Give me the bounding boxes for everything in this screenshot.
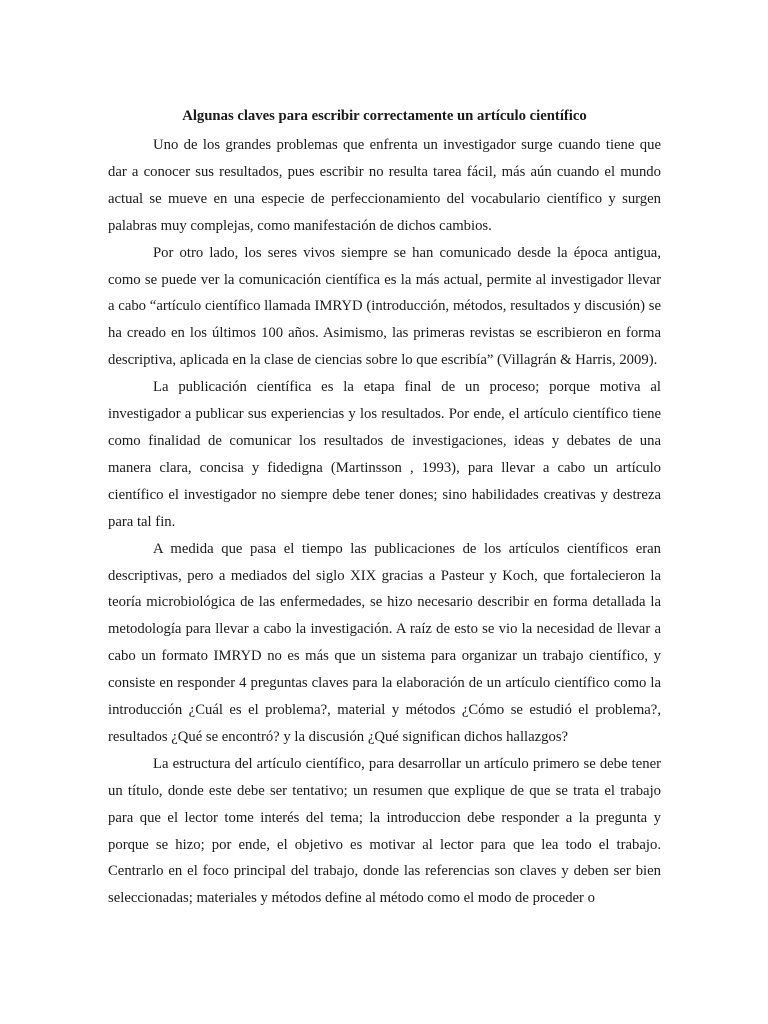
paragraph-publication: La publicación científica es la etapa final de un proceso; porque motiva al investigador a publicar sus experiencias y los resultados. Por ende, el artículo científico tiene como finalidad de comunicar los resultados de investigaciones, ideas y debates de una manera clara, concisa y fidedigna (Martinsson , 1993), para llevar a cabo un artículo científico el investigador no siempre debe tener dones; sino habilidades creativas y destreza para tal fin. [108, 379, 661, 530]
document-body [108, 100, 661, 912]
paragraph-intro: Uno de los grandes problemas que enfrenta un investigador surge cuando tiene que dar a conocer sus resultados, pues escribir no resulta tarea fácil, más aún cuando el mundo actual se mueve en una especie de perfeccionamiento del vocabulario científico y surgen palabras muy complejas, como manifestación de dichos cambios. [108, 137, 661, 234]
paragraph-imryd-format: A medida que pasa el tiempo las publicaciones de los artículos científicos eran descriptivas, pero a mediados del siglo XIX gracias a Pasteur y Koch, que fortalecieron la teoría microbiológica de las enfermedades, se hizo necesario describir en forma detallada la metodología para llevar a cabo la investigación. A raíz de esto se vio la necesidad de llevar a cabo un formato IMRYD no es más que un sistema para organizar un trabajo científico, y consiste en responder 4 preguntas claves para la elaboración de un artículo científico como la introducción ¿Cuál es el problema?, material y métodos ¿Cómo se estudió el problema?, resultados ¿Qué se encontró? y la discusión ¿Qué significan dichos hallazgos? [108, 540, 661, 745]
paragraph-structure: La estructura del artículo científico, para desarrollar un artículo primero se debe tener un título, donde este debe ser tentativo; un resumen que explique de que se trata el trabajo para que el lector tome interés del tema; la introduccion debe responder a la pregunta y porque se hizo; por ende, el objetivo es motivar al lector para que lea todo el trabajo. Centrarlo en el foco principal del trabajo, donde las referencias son claves y deben ser bien seleccionadas; materiales y métodos define al método como el modo de proceder o [108, 755, 661, 907]
document-title: Algunas claves para escribir correctamente un artículo científico [182, 108, 587, 124]
paragraph-imryd-history: Por otro lado, los seres vivos siempre se han comunicado desde la época antigua, como se puede ver la comunicación científica es la más actual, permite al investigador llevar a cabo “artículo científico llamada IMRYD (introducción, métodos, resultados y discusión) se ha creado en los últimos 100 años. Asimismo, las primeras revistas se escribieron en forma descriptiva, aplicada en la clase de ciencias sobre lo que escribía” (Villagrán & Harris, 2009). [108, 244, 661, 369]
